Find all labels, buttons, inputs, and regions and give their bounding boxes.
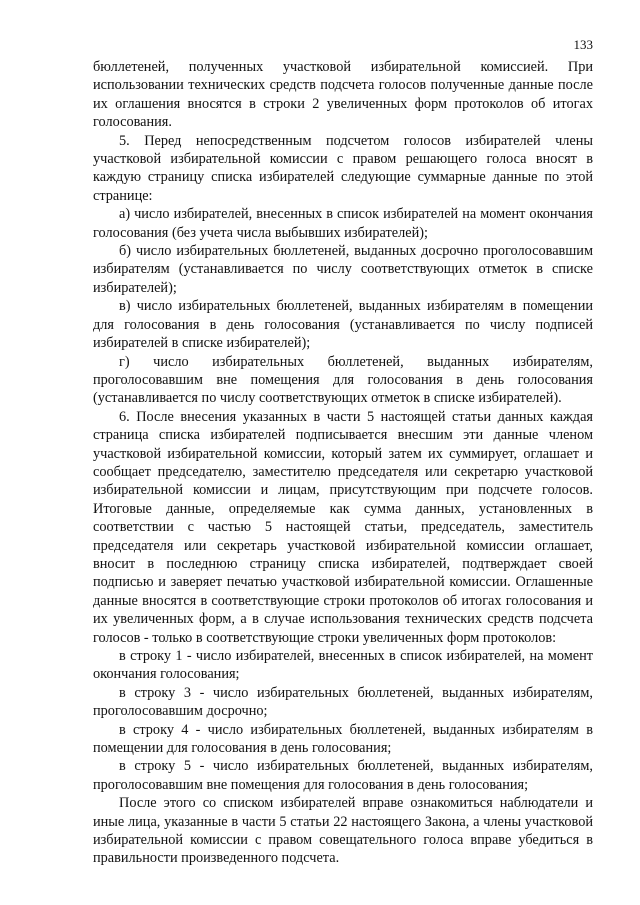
paragraph-6: г) число избирательных бюллетеней, выданных избирателям, проголосовавшим вне помещения для голосования в день голосования (устанавливается по числу соответствующих отметок в списке избирателей). — [93, 353, 593, 407]
paragraph-3: а) число избирателей, внесенных в список избирателей на момент окончания голосования (без учета числа выбывших избирателей); — [93, 206, 593, 241]
paragraph-8: в строку 1 - число избирателей, внесенных в список избирателей, на момент окончания голосования; — [93, 648, 593, 683]
paragraph-9: в строку 3 - число избирательных бюллетеней, выданных избирателям, проголосовавшим досрочно; — [93, 684, 593, 720]
paragraph-5: в) число избирательных бюллетеней, выданных избирателям в помещении для голосования в день голосования (устанавливается по числу подписей избирателей в списке избирателей); — [93, 298, 593, 352]
paragraph-10: в строку 4 - число избирательных бюллетеней, выданных избирателям в помещении для голосования в день голосования; — [93, 721, 593, 757]
paragraph-7: 6. После внесения указанных в части 5 настоящей статьи данных каждая страница списка избирателей подписывается внесшим эти данные членом участковой избирательной комиссии, который затем их суммирует, оглашает и сообщает председателю, заместителю председателя или секретарю участковой избирательной комиссии и лицам, присутствующим при подсчете голосов. Итоговые данные, определяемые как сумма данных, установленных в соответствии с частью 5 настоящей статьи, председатель, заместитель председателя или секретарь участковой избирательной комиссии оглашает, вносит в последнюю страницу списка избирателей, подтверждает своей подписью и заверяет печатью участковой избирательной комиссии. Оглашенные данные вносятся в соответствующие строки протоколов об итогах голосования и их увеличенных форм, а в случае использования технических средств подсчета голосов - только в соответствующие строки увеличенных форм протоколов: — [93, 408, 593, 646]
paragraph-12: После этого со списком избирателей вправе ознакомиться наблюдатели и иные лица, указанные в части 5 статьи 22 настоящего Закона, а члены участковой избирательной комиссии с правом совещательного голоса вправе убедиться в правильности произведенного подсчета. — [93, 795, 593, 867]
paragraph-1: бюллетеней, полученных участковой избирательной комиссией. При использовании технических средств подсчета голосов полученные данные после их оглашения вносятся в строки 2 увеличенных форм протоколов об итогах голосования. — [93, 59, 593, 131]
document-body — [93, 58, 593, 868]
paragraph-4: б) число избирательных бюллетеней, выданных досрочно проголосовавшим избирателям (устанавливается по числу соответствующих отметок в списке избирателей); — [93, 243, 593, 296]
page-number: 133 — [573, 37, 593, 52]
paragraph-11: в строку 5 - число избирательных бюллетеней, выданных избирателям, проголосовавшим вне помещения для голосования в день голосования; — [93, 758, 593, 793]
paragraph-2: 5. Перед непосредственным подсчетом голосов избирателей члены участковой избирательной комиссии с правом решающего голоса вносят в каждую страницу списка избирателей следующие суммарные данные по этой странице: — [93, 132, 593, 204]
